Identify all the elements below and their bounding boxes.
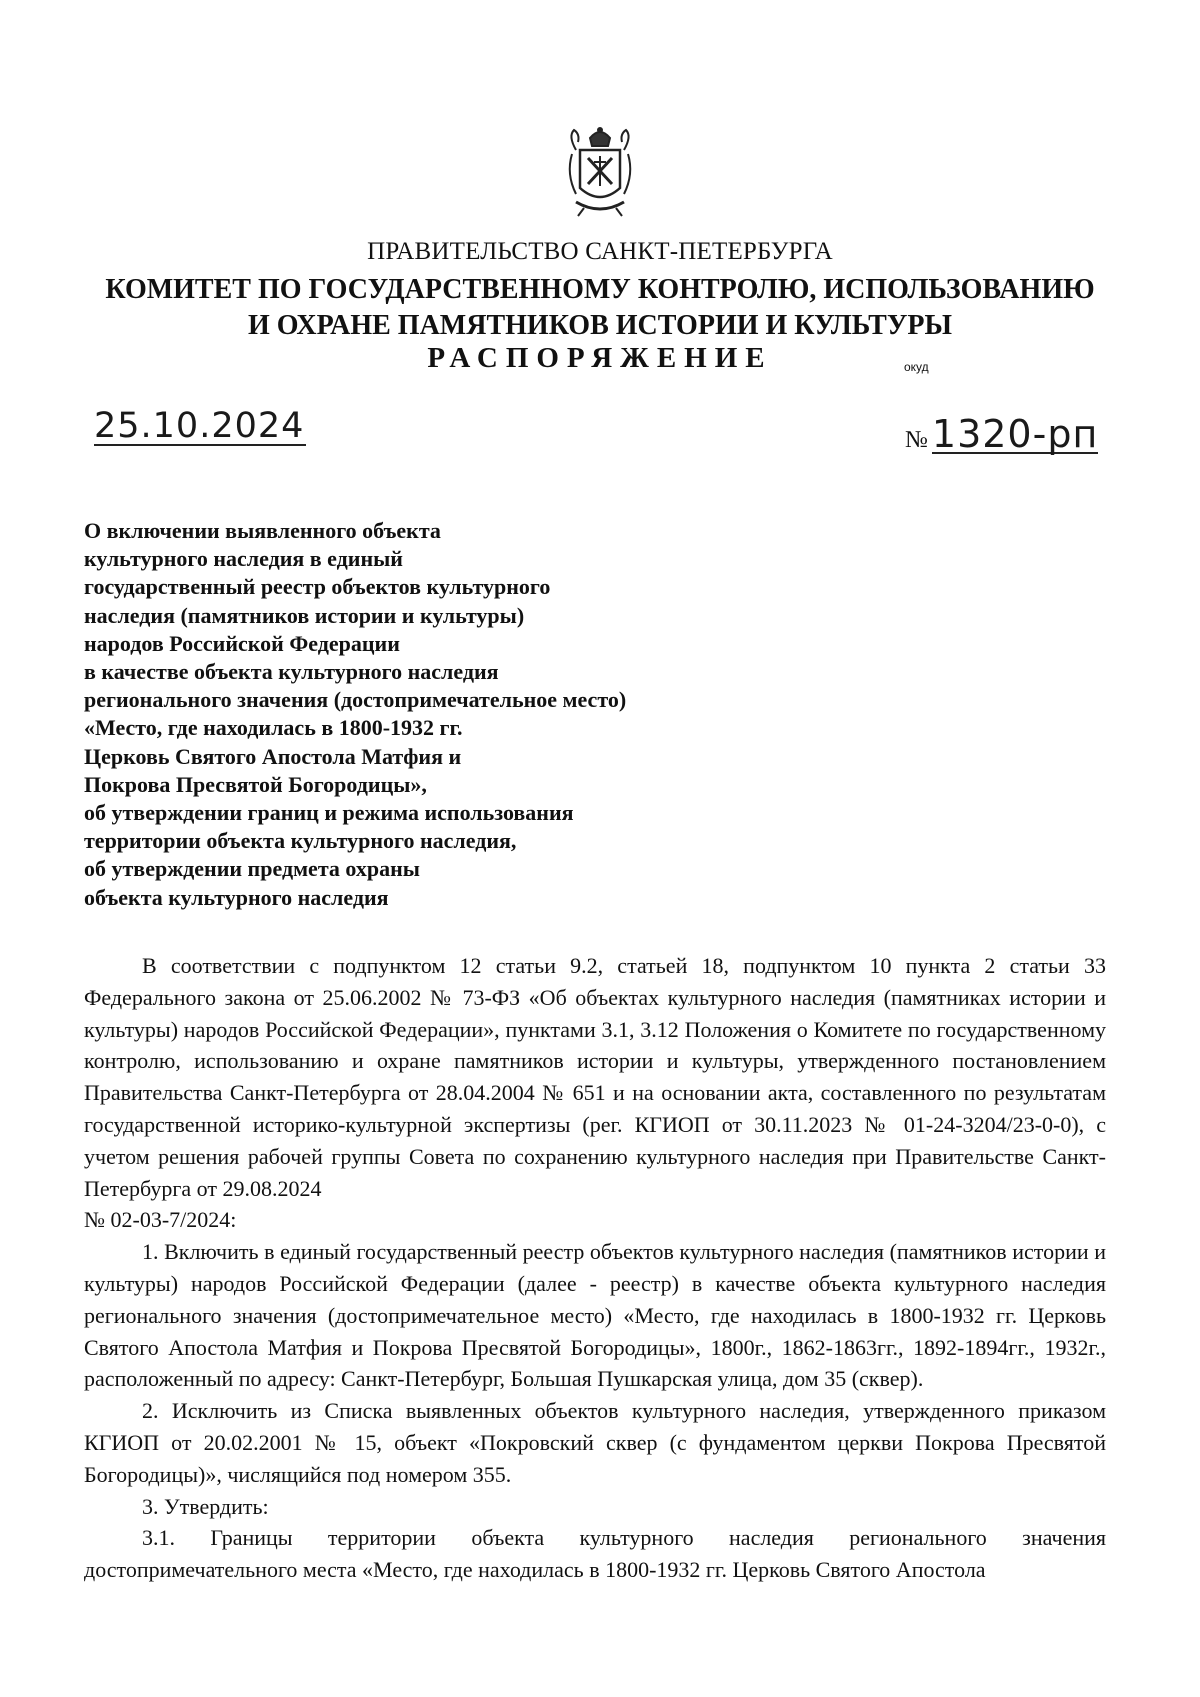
subject-line: Церковь Святого Апостола Матфия и	[84, 743, 462, 769]
subject-line: наследия (памятников истории и культуры)	[84, 602, 525, 628]
item-2-paragraph: 2. Исключить из Списка выявленных объектов культурного наследия, утвержденного приказом КГИОП от 20.02.2001 № 15, объект «Покровский сквер (с фундаментом церкви Покрова Пресвятой Богородицы)», числящийся под номером 355.	[84, 1398, 1106, 1487]
committee-name-line2: И ОХРАНЕ ПАМЯТНИКОВ ИСТОРИИ И КУЛЬТУРЫ	[248, 310, 952, 341]
subject-line: Покрова Пресвятой Богородицы»,	[84, 771, 427, 797]
item-3-1-paragraph: 3.1. Границы территории объекта культурного наследия регионального значения достопримечательного места «Место, где находилась в 1800-1932 гг. Церковь Святого Апостола	[84, 1525, 1106, 1583]
preamble-paragraph: В соответствии с подпунктом 12 статьи 9.2, статьей 18, подпунктом 10 пункта 2 статьи 33 Федерального закона от 25.06.2002 № 73-ФЗ «Об объектах культурного наследия (памятниках истории и культуры) народов Российской Федерации», пунктами 3.1, 3.12 Положения о Комитете по государственному контролю, использованию и охране памятников истории и культуры, утвержденного постановлением Правительства Санкт-Петербурга от 28.04.2004 № 651 и на основании акта, составленного по результатам государственной историко-культурной экспертизы (рег. КГИОП от 30.11.2023 № 01-24-3204/23-0-0), с учетом решения рабочей группы Совета по сохранению культурного наследия при Правительстве Санкт-Петербурга от 29.08.2024	[84, 953, 1106, 1201]
subject-line: территории объекта культурного наследия,	[84, 828, 517, 854]
subject-line: в качестве объекта культурного наследия	[84, 659, 499, 685]
committee-name	[0, 272, 1200, 344]
item-3-paragraph: 3. Утвердить:	[142, 1493, 269, 1519]
subject-line: об утверждении границ и режима использования	[84, 800, 574, 826]
document-type-title: РАСПОРЯЖЕНИЕ	[427, 342, 773, 374]
subject-line: О включении выявленного объекта	[84, 518, 441, 543]
document-number	[905, 412, 1099, 456]
coat-of-arms-icon	[550, 124, 650, 224]
subject-line: государственный реестр объектов культурного	[84, 574, 551, 600]
document-subject	[84, 517, 724, 912]
government-name: ПРАВИТЕЛЬСТВО САНКТ-ПЕТЕРБУРГА	[367, 238, 833, 265]
subject-line: народов Российской Федерации	[84, 630, 400, 656]
subject-line: «Место, где находилась в 1800-1932 гг.	[84, 715, 463, 741]
document-number-value: 1320-рп	[931, 412, 1099, 456]
number-sign: №	[905, 427, 928, 453]
subject-line: культурного наследия в единый	[84, 546, 403, 572]
document-date: 25.10.2024	[94, 406, 305, 446]
subject-line: объекта культурного наследия	[84, 884, 389, 910]
coat-of-arms-emblem	[550, 124, 650, 224]
subject-line: регионального значения (достопримечательное место)	[84, 687, 627, 713]
preamble-end: № 02-03-7/2024:	[84, 1207, 237, 1233]
subject-line: об утверждении предмета охраны	[84, 856, 420, 882]
committee-name-line1: КОМИТЕТ ПО ГОСУДАРСТВЕННОМУ КОНТРОЛЮ, ИСПОЛЬЗОВАНИЮ	[105, 274, 1095, 305]
okud-label: окуд	[904, 360, 929, 374]
document-body	[84, 950, 1106, 1586]
item-1-paragraph: 1. Включить в единый государственный реестр объектов культурного наследия (памятников истории и культуры) народов Российской Федерации (далее - реестр) в качестве объекта культурного наследия регионального значения (достопримечательное место) «Место, где находилась в 1800-1932 гг. Церковь Святого Апостола Матфия и Покрова Пресвятой Богородицы», 1800г., 1862-1863гг., 1892-1894гг., 1932г., расположенный по адресу: Санкт-Петербург, Большая Пушкарская улица, дом 35 (сквер).	[84, 1239, 1106, 1392]
